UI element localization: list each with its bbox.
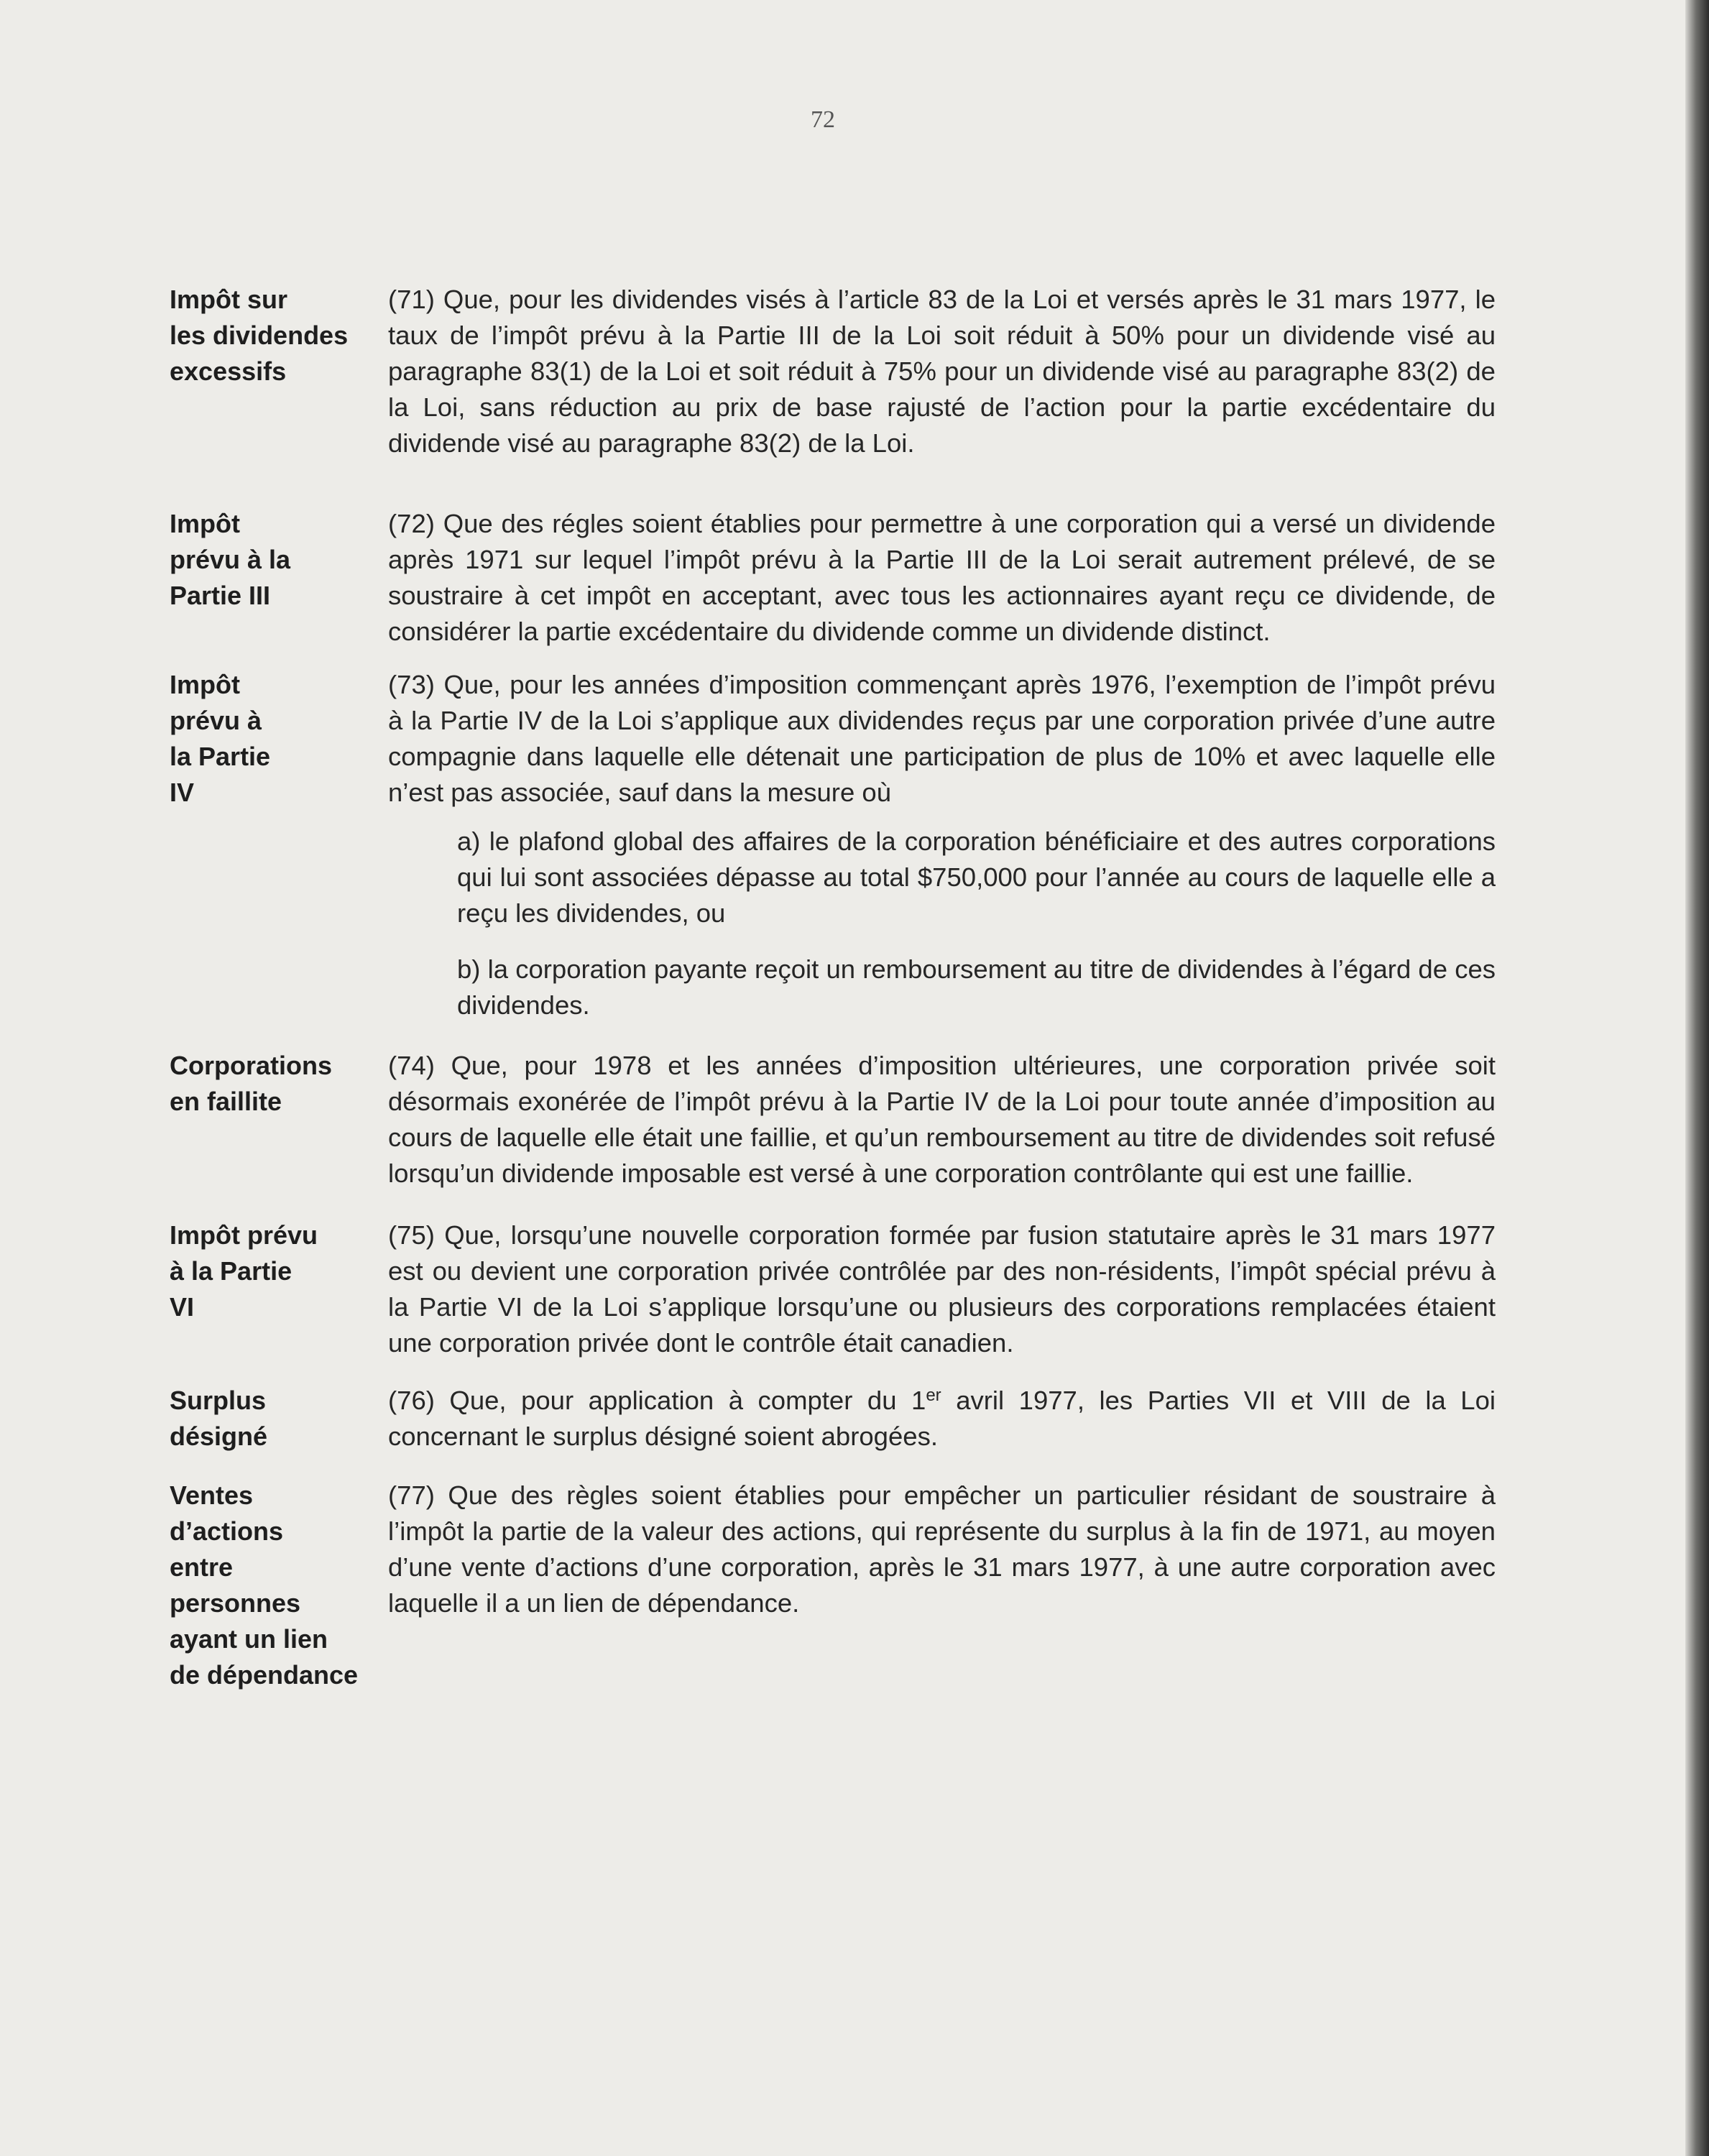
list-item-b: b) la corporation payante reçoit un remboursement au titre de dividendes à l’égard de ces dividendes. (457, 954, 1496, 1020)
section-text: (77) Que des règles soient établies pour empêcher un particulier résidant de soustraire à l’impôt la partie de la valeur des actions, qui représente du surplus à la fin de 1971, au moyen d’une vente d’actions d’une corporation, après le 31 mars 1977, à une autre corporation avec laquelle il a un lien de dépendance. (388, 1480, 1496, 1618)
margin-title (170, 667, 388, 811)
superscript: er (926, 1386, 941, 1405)
text-part: (76) Que, pour application à compter du 1 (388, 1386, 926, 1415)
title-line: ayant un lien (170, 1624, 328, 1654)
title-line: Impôt (170, 509, 240, 538)
margin-title (170, 506, 388, 614)
section-text: (74) Que, pour 1978 et les années d’imposition ultérieures, une corporation privée soit désormais exonérée de l’impôt prévu à la Partie IV de la Loi pour toute année d’imposition au cours de laquelle elle était une faillie, et qu’un remboursement au titre de dividendes soit refusé lorsqu’un dividende imposable est versé à une corporation contrôlante qui est une faillie. (388, 1051, 1496, 1188)
title-line: IV (170, 778, 195, 807)
section-text: (75) Que, lorsqu’une nouvelle corporation formée par fusion statutaire après le 31 mars 1977 est ou devient une corporation privée contrôlée par des non-résidents, l’impôt spécial prévu à la Partie VI de la Loi s’applique lorsqu’une ou plusieurs des corporations remplacées étaient une corporation privée dont le contrôle était canadien. (388, 1220, 1496, 1358)
margin-title (170, 1048, 388, 1120)
title-line: personnes (170, 1588, 301, 1618)
section-text: (71) Que, pour les dividendes visés à l’article 83 de la Loi et versés après le 31 mars 1977, le taux de l’impôt prévu à la Partie III de la Loi soit réduit à 50% pour un dividende visé au paragraphe 83(1) de la Loi et soit réduit à 75% pour un dividende visé au paragraphe 83(2) de la Loi, sans réduction au prix de base rajusté de l’action pour la partie excédentaire du dividende visé au paragraphe 83(2) de la Loi. (388, 285, 1496, 458)
title-line: Impôt sur (170, 285, 288, 314)
section-body (388, 667, 1496, 1023)
section-76 (170, 1383, 1496, 1455)
title-line: excessifs (170, 356, 287, 386)
section-72 (170, 506, 1496, 650)
title-line: entre (170, 1552, 234, 1582)
title-line: à la Partie (170, 1256, 292, 1286)
page-number: 72 (811, 106, 835, 133)
title-line: les dividendes (170, 321, 349, 350)
title-line: Corporations (170, 1051, 333, 1080)
title-line: la Partie (170, 742, 271, 771)
title-line: d’actions (170, 1516, 284, 1546)
section-text: (72) Que des régles soient établies pour permettre à une corporation qui a versé un dividende après 1971 sur lequel l’impôt prévu à la Partie III de la Loi serait autrement prélevé, de se soustraire à cet impôt en acceptant, avec tous les actionnaires ayant reçu ce dividende, de considérer la partie excédentaire du dividende comme un dividende distinct. (388, 509, 1496, 646)
section-75 (170, 1217, 1496, 1361)
title-line: prévu à la (170, 545, 291, 574)
title-line: en faillite (170, 1087, 282, 1116)
text-part: avril 1977, les Parties VII et VIII de la Loi concernant le surplus désigné soient abrogées. (388, 1386, 1496, 1451)
book-spine-shadow (1685, 0, 1709, 2156)
title-line: Partie III (170, 581, 271, 610)
margin-title (170, 282, 388, 390)
margin-title (170, 1383, 388, 1455)
title-line: Impôt (170, 670, 240, 699)
section-text (388, 1383, 1496, 1455)
section-73 (170, 667, 1496, 1023)
title-line: de dépendance (170, 1660, 359, 1690)
section-71 (170, 282, 1496, 461)
title-line: prévu à (170, 706, 262, 735)
title-line: Impôt prévu (170, 1220, 318, 1250)
margin-title (170, 1478, 388, 1693)
section-77 (170, 1478, 1496, 1693)
margin-title (170, 1217, 388, 1325)
title-line: désigné (170, 1422, 268, 1451)
section-text: (73) Que, pour les années d’imposition commençant après 1976, l’exemption de l’impôt prévu à la Partie IV de la Loi s’applique aux dividendes reçus par une corporation privée d’une autre compagnie dans laquelle elle détenait une participation de plus de 10% et avec laquelle elle n’est pas associée, sauf dans la mesure où (388, 670, 1496, 807)
page-content (170, 282, 1496, 1693)
title-line: Surplus (170, 1386, 267, 1415)
list-item-a: a) le plafond global des affaires de la corporation bénéficiaire et des autres corporations qui lui sont associées dépasse au total $750,000 pour l’année au cours de laquelle elle a reçu les dividendes, ou (457, 826, 1496, 928)
title-line: VI (170, 1292, 195, 1322)
title-line: Ventes (170, 1480, 254, 1510)
section-74 (170, 1048, 1496, 1192)
